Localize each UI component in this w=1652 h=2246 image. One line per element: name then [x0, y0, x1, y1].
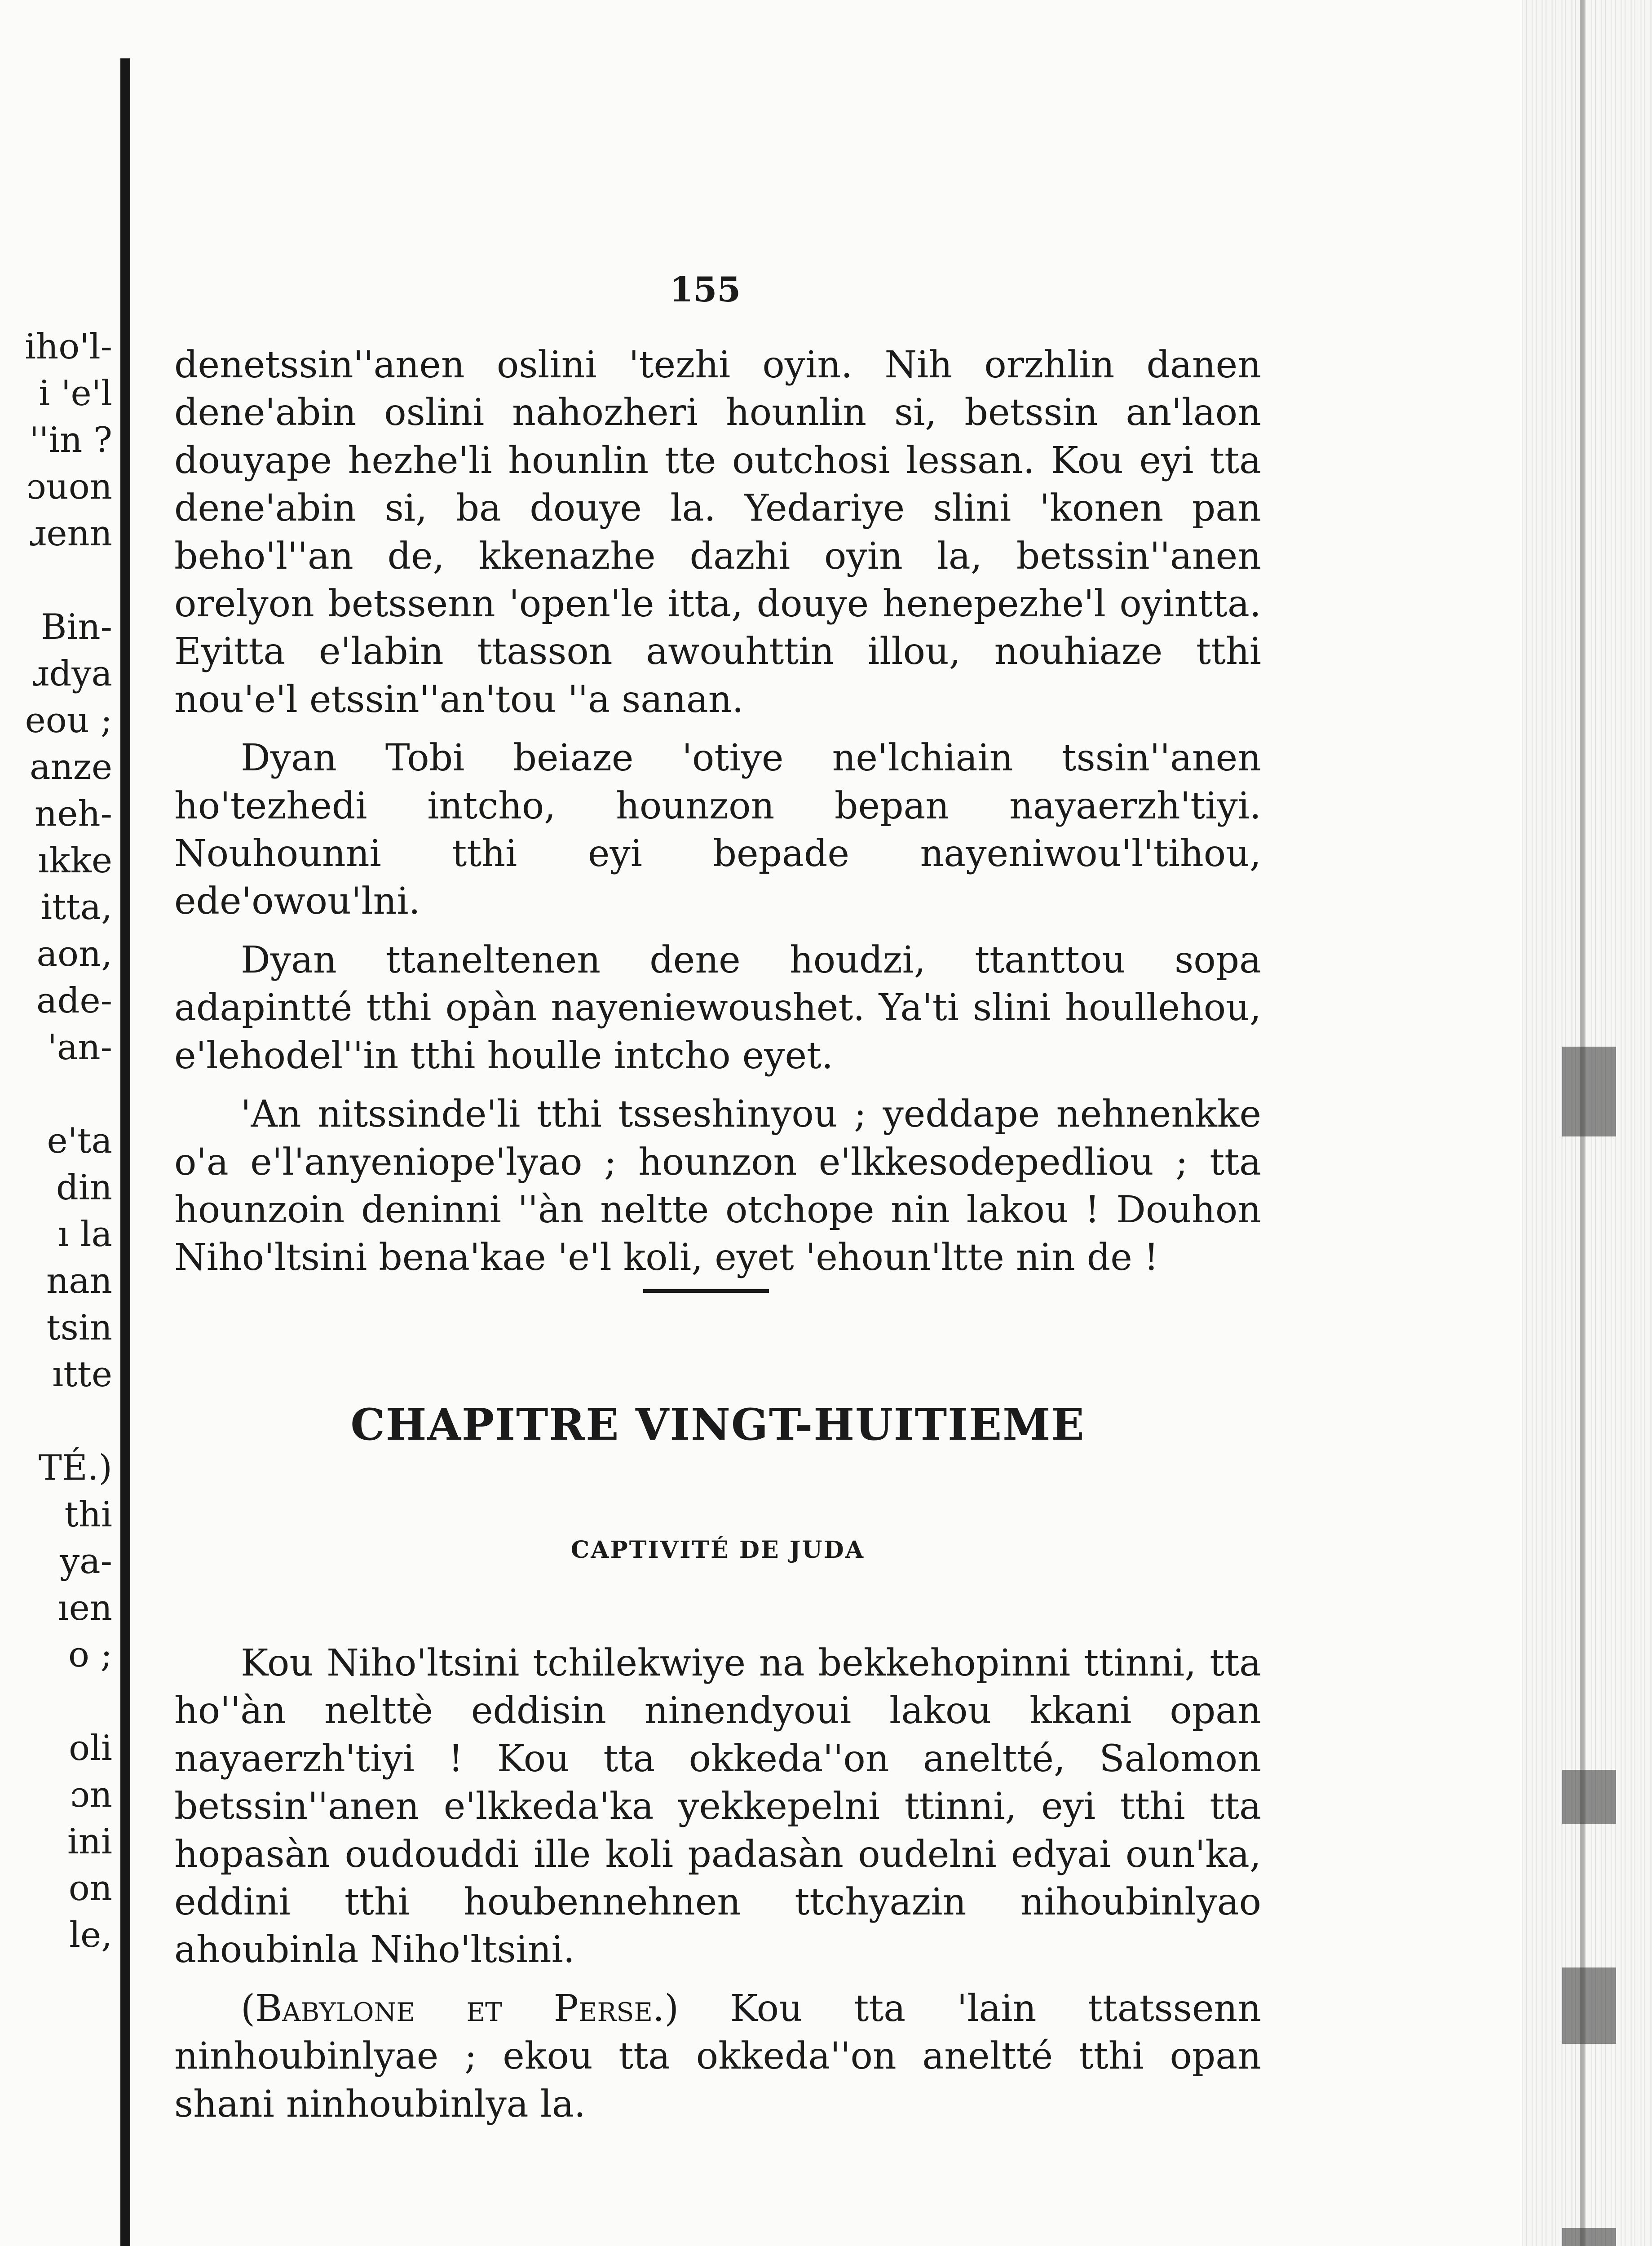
page-number: 155 — [669, 270, 741, 309]
margin-fragment — [0, 1678, 112, 1725]
margin-fragment: ɔuon — [26, 467, 112, 507]
margin-fragment: tsin — [46, 1308, 112, 1348]
binding-gutter — [120, 58, 130, 2246]
margin-fragment — [0, 557, 112, 604]
chapter-title: CHAPITRE VINGT-HUITIEME — [350, 1399, 1085, 1450]
paragraph: denetssin''anen oslini 'tezhi oyin. Nih orzhlin danen dene'abin oslini nahozheri hounlin si, betssin an'laon douyape hezhe'li hounlin tte outchosi lessan. Kou eyi tta dene'abin si, ba douye la. Yedariye slini 'konen pan beho'l''an de, kkenazhe dazhi oyin la, betssin''anen orelyon betssenn 'open'le itta, douye henepezhe'l oyintta. Eyitta e'labin ttasson awouhttin illou, nouhiaze tthi nou'e'l etssin''an'tou ''a sanan. — [174, 344, 1261, 721]
margin-fragment: ıtte — [52, 1354, 112, 1395]
section-label: (Babylone et Perse.) — [241, 1987, 679, 2030]
margin-fragment: le, — [69, 1915, 112, 1955]
margin-fragment: neh- — [35, 794, 112, 834]
paragraph-text: Kou tta 'lain ttatssenn ninhoubinlyae ; ekou tta okkeda''on aneltté tthi opan shani ninhoubinlya la. — [174, 1987, 1261, 2126]
margin-fragment: oli — [69, 1728, 112, 1769]
margin-fragment: anze — [30, 747, 112, 787]
scan-edge-mark — [1562, 1770, 1616, 1824]
margin-fragment — [0, 1071, 112, 1118]
paragraph: Dyan ttaneltenen dene houdzi, ttanttou sopa adapintté tthi opàn nayeniewoushet. Ya'ti slini houllehou, e'lehodel''in tthi houlle intcho eyet. — [174, 938, 1261, 1077]
margin-fragment: ıen — [57, 1588, 112, 1628]
margin-fragment: eou ; — [25, 700, 112, 741]
margin-fragment: ''in ? — [29, 420, 112, 460]
scan-edge-mark — [1562, 2228, 1616, 2246]
margin-fragment — [0, 1398, 112, 1445]
scan-edge-mark — [1562, 1047, 1616, 1136]
section-divider — [643, 1289, 769, 1293]
paragraph: 'An nitssinde'li tthi tsseshinyou ; yeddape nehnenkke o'a e'l'anyeniope'lyao ; hounzon e'lkkesodepedliou ; tta hounzoin deninni ''àn neltte otchope nin lakou ! Douhon Niho'ltsini bena'kae 'e'l koli, eyet 'ehoun'ltte nin de ! — [174, 1093, 1261, 1279]
margin-fragment: on — [68, 1868, 112, 1909]
scan-edge-mark — [1562, 1967, 1616, 2044]
margin-fragment: ɹenn — [29, 513, 112, 554]
margin-fragment: 'an- — [47, 1027, 112, 1068]
paragraph: Kou Niho'ltsini tchilekwiye na bekkehopinni ttinni, tta ho''àn nelttè eddisin ninendyoui lakou kkani opan nayaerzh'tiyi ! Kou tta okkeda''on aneltté, Salomon betssin''anen e'lkkeda'ka yekkepelni ttinni, eyi tthi tta hopasàn oudouddi ille koli padasàn oudelni edyai oun'ka, eddini tthi houbennehnen ttchyazin nihoubinlyao ahoubinla Niho'ltsini. — [174, 1642, 1261, 1972]
margin-fragment: ıkke — [38, 840, 112, 881]
margin-fragment: nan — [46, 1261, 112, 1301]
margin-fragment: e'ta — [47, 1121, 112, 1161]
margin-fragment: din — [56, 1167, 112, 1208]
margin-fragment: ı la — [57, 1214, 112, 1255]
margin-fragment: ɔn — [70, 1775, 112, 1815]
margin-fragment: ade- — [36, 981, 112, 1021]
margin-fragment: TÉ.) — [38, 1448, 112, 1488]
previous-page-fragments — [0, 323, 112, 1959]
margin-fragment: aon, — [36, 934, 112, 974]
margin-fragment: ya- — [60, 1541, 112, 1582]
chapter-subtitle: CAPTIVITÉ DE JUDA — [570, 1536, 865, 1564]
body-text-bottom — [174, 1640, 1261, 2128]
paragraph: Dyan Tobi beiaze 'otiye ne'lchiain tssin''anen ho'tezhedi intcho, hounzon bepan nayaerzh'tiyi. Nouhounni tthi eyi bepade nayeniwou'l'tihou, ede'owou'lni. — [174, 737, 1261, 923]
margin-fragment: i 'e'l — [39, 373, 112, 414]
margin-fragment: ini — [67, 1822, 112, 1862]
body-text-top — [174, 341, 1261, 1282]
margin-fragment: thi — [64, 1494, 112, 1535]
margin-fragment: Bin- — [41, 607, 112, 647]
margin-fragment: o ; — [68, 1635, 112, 1675]
margin-fragment: ɹdya — [31, 654, 112, 694]
margin-fragment: iho'l- — [25, 327, 112, 367]
paragraph — [174, 1985, 1261, 2128]
margin-fragment: itta, — [41, 887, 112, 928]
